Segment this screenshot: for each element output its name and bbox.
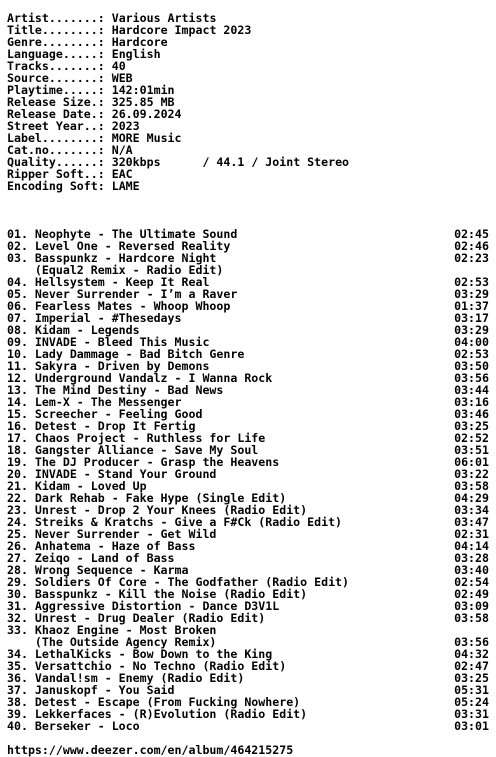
info-value: 26.09.2024 [111, 107, 182, 121]
track-duration: 03:51 [454, 443, 489, 457]
track-row [7, 720, 489, 732]
track-title: 04. Hellsystem - Keep It Real [7, 275, 210, 289]
track-duration: 03:56 [454, 371, 489, 385]
track-title: 27. Zeiqo - Land of Bass [7, 551, 175, 565]
track-duration: 03:29 [454, 287, 489, 301]
info-value: WEB [111, 71, 133, 85]
info-value: Hardcore Impact 2023 [111, 23, 252, 37]
info-value: 142:01min [111, 83, 175, 97]
track-duration: 04:32 [454, 647, 489, 661]
info-value: 320kbps / 44.1 / Joint Stereo [111, 155, 350, 169]
info-key: Language.....: [7, 47, 105, 61]
info-key: Cat.no.......: [7, 143, 105, 157]
track-duration: 02:53 [454, 275, 489, 289]
track-duration: 03:09 [454, 599, 489, 613]
track-title: 08. Kidam - Legends [7, 323, 140, 337]
track-duration: 03:40 [454, 563, 489, 577]
track-subtitle: (The Outside Agency Remix) [7, 635, 217, 649]
info-value: MORE Music [111, 131, 182, 145]
track-title: 10. Lady Dammage - Bad Bitch Genre [7, 347, 245, 361]
track-title: 35. Versattchio - No Techno (Radio Edit) [7, 659, 287, 673]
spacer [7, 204, 489, 216]
info-row [7, 180, 489, 192]
tracklist [7, 228, 489, 732]
track-duration: 03:01 [454, 719, 489, 733]
track-subtitle: (Equal2 Remix - Radio Edit) [7, 263, 224, 277]
track-duration: 04:29 [454, 491, 489, 505]
track-title: 37. Januskopf - You Said [7, 683, 175, 697]
track-title: 01. Neophyte - The Ultimate Sound [7, 227, 238, 241]
track-duration: 02:23 [454, 251, 489, 265]
track-title: 03. Basspunkz - Hardcore Night [7, 251, 217, 265]
info-value: 40 [111, 59, 126, 73]
spacer [7, 192, 489, 204]
track-title: 24. Streiks & Kratchs - Give a F#Ck (Radio Edit) [7, 515, 343, 529]
track-title: 18. Gangster Alliance - Save My Soul [7, 443, 259, 457]
track-duration: 02:45 [454, 227, 489, 241]
track-duration: 01:37 [454, 299, 489, 313]
track-duration: 03:44 [454, 383, 489, 397]
track-title: 36. Vandal!sm - Enemy (Radio Edit) [7, 671, 245, 685]
track-title: 32. Unrest - Drug Dealer (Radio Edit) [7, 611, 266, 625]
track-title: 31. Aggressive Distortion - Dance D3V1L [7, 599, 280, 613]
track-duration: 05:31 [454, 683, 489, 697]
info-value: LAME [111, 179, 140, 193]
info-value: English [111, 47, 161, 61]
track-title: 11. Sakyra - Driven by Demons [7, 359, 210, 373]
track-title: 26. Anhatema - Haze of Bass [7, 539, 196, 553]
track-title: 12. Underground Vandalz - I Wanna Rock [7, 371, 273, 385]
info-key: Encoding Soft: [7, 179, 105, 193]
track-title: 17. Chaos Project - Ruthless for Life [7, 431, 266, 445]
track-title: 39. Lekkerfaces - (R)Evolution (Radio Edit) [7, 707, 308, 721]
info-key: Release Date.: [7, 107, 105, 121]
track-duration: 03:50 [454, 359, 489, 373]
track-title: 21. Kidam - Loved Up [7, 479, 147, 493]
info-key: Street Year..: [7, 119, 105, 133]
info-value: 2023 [111, 119, 140, 133]
info-key: Source.......: [7, 71, 105, 85]
track-title: 23. Unrest - Drop 2 Your Knees (Radio Edit) [7, 503, 308, 517]
track-title: 06. Fearless Mates - Whoop Whoop [7, 299, 231, 313]
track-title: 09. INVADE - Bleed This Music [7, 335, 210, 349]
track-title: 34. LethalKicks - Bow Down to the King [7, 647, 273, 661]
track-duration: 03:29 [454, 323, 489, 337]
track-duration: 03:46 [454, 407, 489, 421]
track-duration: 03:16 [454, 395, 489, 409]
info-value: Hardcore [111, 35, 168, 49]
track-duration: 02:54 [454, 575, 489, 589]
track-title: 07. Imperial - #Thesedays [7, 311, 182, 325]
info-key: Release Size.: [7, 95, 105, 109]
track-title: 02. Level One - Reversed Reality [7, 239, 231, 253]
track-title: 05. Never Surrender - I’m a Raver [7, 287, 238, 301]
track-duration: 03:47 [454, 515, 489, 529]
track-title: 28. Wrong Sequence - Karma [7, 563, 189, 577]
info-value: N/A [111, 143, 133, 157]
track-duration: 03:58 [454, 479, 489, 493]
info-key: Artist.......: [7, 11, 105, 25]
track-duration: 03:22 [454, 467, 489, 481]
track-duration: 06:01 [454, 455, 489, 469]
info-key: Playtime.....: [7, 83, 105, 97]
track-title: 33. Khaoz Engine - Most Broken [7, 623, 217, 637]
track-duration: 03:17 [454, 311, 489, 325]
track-title: 38. Detest - Escape (From Fucking Nowhere) [7, 695, 301, 709]
track-duration: 03:31 [454, 707, 489, 721]
nfo-document [7, 12, 489, 756]
track-duration: 02:47 [454, 659, 489, 673]
track-duration: 03:28 [454, 551, 489, 565]
track-title: 15. Screecher - Feeling Good [7, 407, 203, 421]
track-title: 19. The DJ Producer - Grasp the Heavens [7, 455, 280, 469]
info-key: Tracks.......: [7, 59, 105, 73]
track-duration: 03:58 [454, 611, 489, 625]
track-duration: 05:24 [454, 695, 489, 709]
track-title: 16. Detest - Drop It Fertig [7, 419, 196, 433]
release-info [7, 12, 489, 192]
source-url-link[interactable]: https://www.deezer.com/en/album/464215275 [7, 743, 294, 757]
track-duration: 02:49 [454, 587, 489, 601]
track-title: 13. The Mind Destiny - Bad News [7, 383, 224, 397]
track-title: 40. Berseker - Loco [7, 719, 140, 733]
track-duration: 02:31 [454, 527, 489, 541]
track-title: 22. Dark Rehab - Fake Hype (Single Edit) [7, 491, 287, 505]
info-value: 325.85 MB [111, 95, 175, 109]
info-key: Quality......: [7, 155, 105, 169]
track-title: 29. Soldiers Of Core - The Godfather (Radio Edit) [7, 575, 350, 589]
track-duration: 02:52 [454, 431, 489, 445]
track-duration: 02:46 [454, 239, 489, 253]
info-key: Title........: [7, 23, 105, 37]
track-title: 20. INVADE - Stand Your Ground [7, 467, 217, 481]
track-duration: 02:53 [454, 347, 489, 361]
track-duration: 04:00 [454, 335, 489, 349]
track-duration: 03:25 [454, 419, 489, 433]
track-title: 30. Basspunkz - Kill the Noise (Radio Edit) [7, 587, 308, 601]
info-key: Label........: [7, 131, 105, 145]
info-value: EAC [111, 167, 133, 181]
track-title: 25. Never Surrender - Get Wild [7, 527, 217, 541]
track-duration: 03:34 [454, 503, 489, 517]
track-duration: 04:14 [454, 539, 489, 553]
info-value: Various Artists [111, 11, 217, 25]
track-duration: 03:25 [454, 671, 489, 685]
info-key: Genre........: [7, 35, 105, 49]
info-key: Ripper Soft..: [7, 167, 105, 181]
track-title: 14. Lem-X - The Messenger [7, 395, 182, 409]
track-duration: 03:56 [454, 635, 489, 649]
